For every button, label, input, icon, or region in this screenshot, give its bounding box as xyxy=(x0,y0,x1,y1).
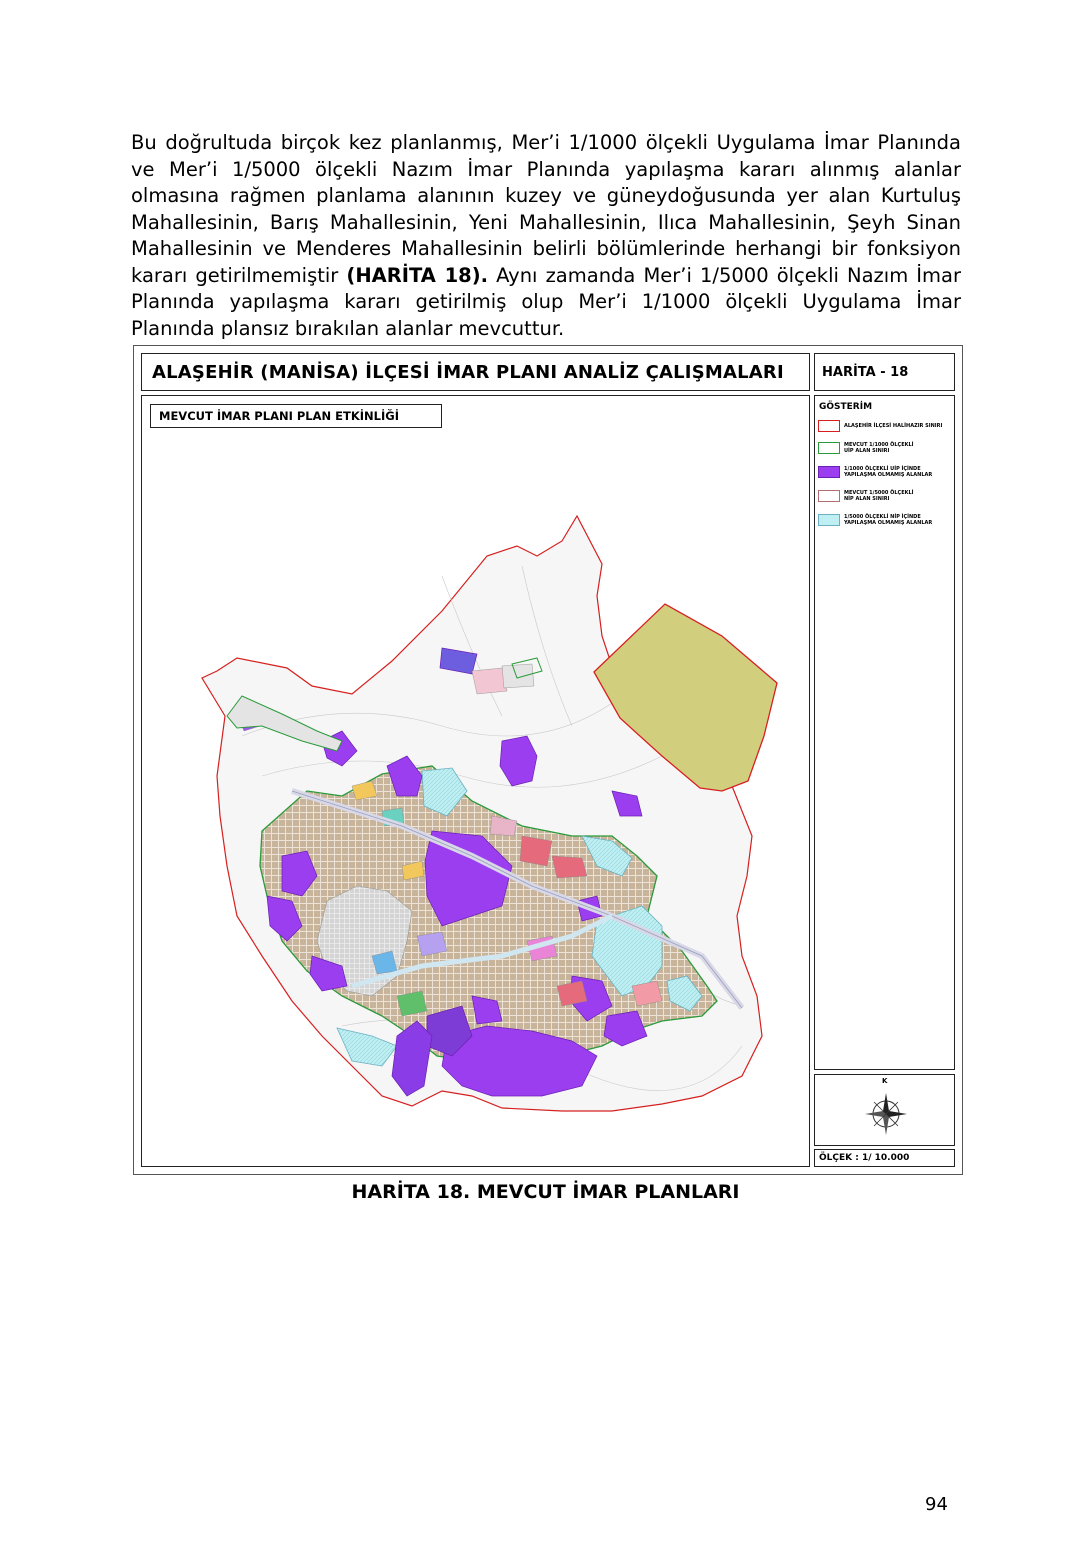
legend-item xyxy=(818,490,952,502)
legend-swatch xyxy=(818,466,840,478)
map-title: ALAŞEHİR (MANİSA) İLÇESİ İMAR PLANI ANALİZ ÇALIŞMALARI xyxy=(141,353,810,391)
legend-label: 1/1000 ÖLÇEKLİ UİP İÇİNDE YAPILAŞMA OLMAMIŞ ALANLAR xyxy=(844,466,933,478)
body-paragraph xyxy=(131,130,961,342)
legend-item xyxy=(818,442,952,454)
map-sheet-number: HARİTA - 18 xyxy=(814,353,955,391)
legend-swatch xyxy=(818,514,840,526)
legend-swatch xyxy=(818,442,840,454)
page-number: 94 xyxy=(925,1494,948,1515)
legend-swatch xyxy=(818,490,840,502)
legend-item xyxy=(818,466,952,478)
map-canvas xyxy=(141,395,810,1167)
paragraph-text-before: Bu doğrultuda birçok kez planlanmış, Mer’i 1/1000 ölçekli Uygulama İmar Planında ve Mer’i 1/5000 ölçekli Nazım İmar Planında yapılaşma kararı alınmış alanlar olmasına rağmen planlama alanının kuzey ve güneydoğusunda yer alan Kurtuluş Mahallesinin, Barış Mahallesinin, Yeni Mahallesinin, Ilıca Mahallesinin, Şeyh Sinan Mahallesinin ve Menderes Mahallesinin belirli bölümlerinde herhangi bir fonksiyon kararı getirilmemiştir xyxy=(131,131,961,287)
map-figure xyxy=(133,345,963,1175)
legend-swatch xyxy=(818,420,840,432)
map-reference: (HARİTA 18). xyxy=(346,263,489,287)
legend-item xyxy=(818,514,952,526)
legend-label: MEVCUT 1/1000 ÖLÇEKLİ UİP ALAN SINIRI xyxy=(844,442,914,454)
figure-caption: HARİTA 18. MEVCUT İMAR PLANLARI xyxy=(351,1181,740,1203)
legend xyxy=(814,395,955,1070)
north-arrow xyxy=(814,1074,955,1146)
legend-label: MEVCUT 1/5000 ÖLÇEKLİ NİP ALAN SINIRI xyxy=(844,490,914,502)
city-map-drawing xyxy=(142,396,808,1165)
legend-item xyxy=(818,420,952,432)
legend-label: 1/5000 ÖLÇEKLİ NİP İÇİNDE YAPILAŞMA OLMAMIŞ ALANLAR xyxy=(844,514,933,526)
legend-title: GÖSTERİM xyxy=(819,402,873,412)
north-label: K xyxy=(882,1077,888,1085)
compass-rose-icon xyxy=(861,1089,911,1139)
legend-label: ALAŞEHİR İLÇESİ HALİHAZIR SINIRI xyxy=(844,423,943,429)
paragraph-text-after: Aynı zamanda Mer’i 1/5000 ölçekli Nazım İmar Planında yapılaşma kararı getirilmiş olup Mer’i 1/1000 ölçekli Uygulama İmar Planında plansız bırakılan alanlar mevcuttur. xyxy=(131,263,961,340)
map-scale: ÖLÇEK : 1/ 10.000 xyxy=(814,1149,955,1167)
map-subtitle: MEVCUT İMAR PLANI PLAN ETKİNLİĞİ xyxy=(150,404,442,428)
